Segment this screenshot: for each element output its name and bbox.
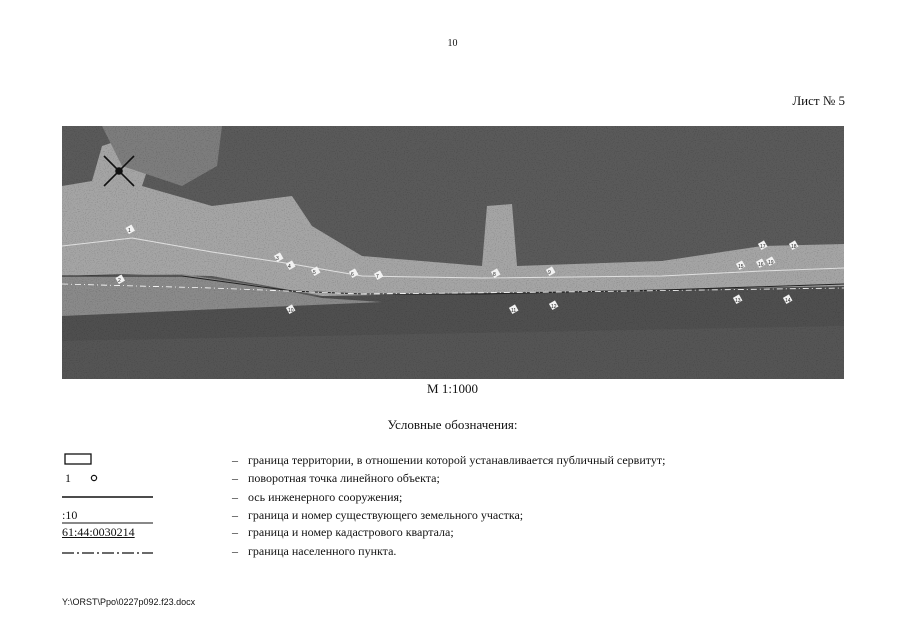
point-marker-label: 7 xyxy=(376,274,379,280)
legend-item-cadastral-quarter: 61:44:0030214 – граница и номер кадастрового квартала; xyxy=(62,525,454,539)
solid-line-icon xyxy=(62,489,162,507)
legend-symbol-label: 61:44:0030214 xyxy=(62,525,135,539)
dash-dot-line-icon xyxy=(62,543,162,561)
map-scale: М 1:1000 xyxy=(427,381,478,396)
page-number: 10 xyxy=(447,38,458,49)
legend-item-land-plot: :10 – граница и номер существующего земельного участка; xyxy=(62,508,524,522)
point-marker-label: 12 xyxy=(551,304,557,310)
point-marker-label: 6 xyxy=(351,272,354,278)
sheet-label: Лист № 5 xyxy=(792,93,845,108)
legend-symbol-label: 1 xyxy=(65,471,71,485)
point-marker-label: 4 xyxy=(288,264,291,270)
point-marker-label: 2 xyxy=(118,278,121,284)
point-marker-label: 9 xyxy=(548,270,551,276)
point-marker-label: 1 xyxy=(128,228,131,234)
point-marker-label: 17 xyxy=(760,244,766,250)
point-marker-label: 3 xyxy=(276,256,279,262)
point-marker-label: 10 xyxy=(288,308,294,314)
legend-item-engineering-axis: – ось инженерного сооружения; xyxy=(62,489,842,507)
legend-item-turning-point: 1 – поворотная точка линейного объекта; xyxy=(65,471,440,485)
rectangle-icon xyxy=(62,452,162,470)
point-marker-label: 13 xyxy=(735,298,741,304)
point-marker-label: 8 xyxy=(493,272,496,278)
footer-file-path: Y:\ORST\Ppo\0227p092.f23.docx xyxy=(62,597,196,607)
point-marker-label: 15 xyxy=(738,264,744,270)
point-marker-label: 5 xyxy=(313,270,316,276)
point-marker-label: 19 xyxy=(768,260,774,266)
point-marker-label: 11 xyxy=(511,308,517,314)
legend-title: Условные обозначения: xyxy=(387,417,518,432)
map-image xyxy=(62,126,844,379)
point-marker-label: 14 xyxy=(785,298,791,304)
point-marker-label: 16 xyxy=(758,262,764,268)
legend-item-servitude-boundary: – граница территории, в отношении которой устанавливается публичный сервитут; xyxy=(62,452,842,470)
legend-symbol-label: :10 xyxy=(62,508,78,522)
point-marker-label: 18 xyxy=(791,244,797,250)
point-icon xyxy=(88,472,100,484)
legend-item-settlement-boundary: – граница населенного пункта. xyxy=(62,543,842,561)
